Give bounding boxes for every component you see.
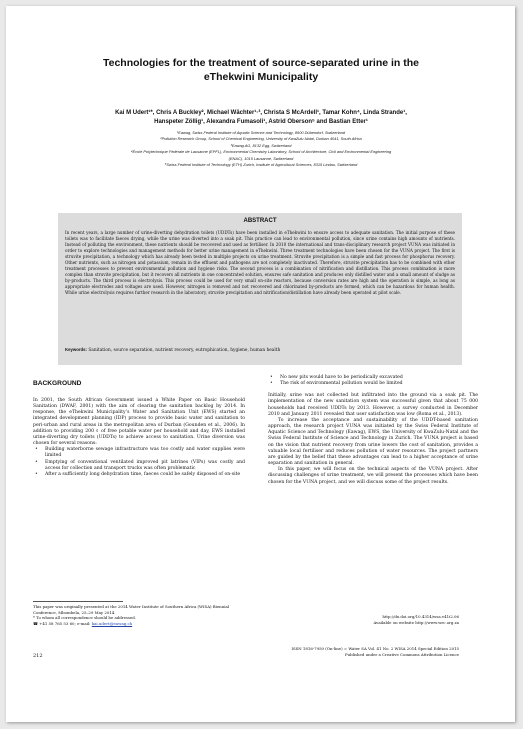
bullet-text: Building waterborne sewage infrastructure was too costly and water supplies were limited <box>45 447 245 459</box>
affiliation-5: ⁵Swiss Federal Institute of Technology (ETH) Zurich, Institute of Agricultural Sciences, 8315 Lindau, Switzerland <box>164 162 358 168</box>
license-line: Published under a Creative Commons Attribution Licence <box>344 651 459 657</box>
footnote-line-1: This paper was originally presented at the 2014 Water Institute of Southern Africa (WISA) Biennial Conference, Mbombela, 25–29 May 2014. <box>33 604 230 615</box>
right-column <box>268 375 478 486</box>
title-line-2: eThekwini Municipality <box>203 71 319 83</box>
footnote-line-2: * To whom all correspondence should be addressed. <box>33 615 136 621</box>
footnote-phone: ☎ +41 58 765 53 60; e-mail: <box>33 621 92 627</box>
abstract-text: In recent years, a large number of urine-diverting dehydration toilets (UDDTs) have been installed in eThekwini to ensure access to adequate sanitation. The initial purpose of these toilets was to facilitate faeces drying, while the urine was diverted into a soak pit. This practice can lead to environmental pollution, since urine contains high amounts of nutrients. Instead of polluting the environment, these nutrients should be recovered and used as fertiliser. In 2010 the international and trans-disciplinary research project VUNA was initiated in order to explore technologies and management methods for better urine management in eThekwini. Three treatment technologies have been chosen for the VUNA project. The first is struvite precipitation, a technology which has already been tested in multiple projects on urine treatment. Struvite precipitation is a simple and fast process for phosphorus recovery. Other nutrients, such as nitrogen and potassium, remain in the effluent and pathogens are not completely inactivated. Therefore, struvite precipitation has to be combined with other treatment processes to prevent environmental pollution and hygiene risks. The second process is a combination of nitrification and distillation. This process combination is more complex than struvite precipitation, but it recovers all nutrients in one concentrated solution, ensures safe sanitation and produces only distilled water and a small amount of sludge as by-products. The third process is electrolysis. This process could be used for very small on-site reactors, because conversion rates are high and the operation is simple, as long as appropriate electrodes and voltages are used. However, nitrogen is removed and not recovered and chlorinated by-products are formed, which can be hazardous for human health. While urine electrolysis requires further research in the laboratory, struvite precipitation and nitrification/distillation have already been operated at pilot scale. <box>65 230 455 295</box>
bullet-text: After a sufficiently long dehydration time, faeces could be safely disposed of on-site <box>45 471 241 477</box>
bullet-item: • The risk of environmental pollution would be limited <box>270 381 403 387</box>
doi-block <box>373 614 459 625</box>
footnote-divider <box>33 601 123 602</box>
keywords-label: Keywords: <box>65 347 87 352</box>
affiliation-4-cont: (ENAC), 1015 Lausanne, Switzerland <box>228 155 294 161</box>
email-link[interactable]: kai.udert@eawag.ch <box>91 621 133 627</box>
bullet-item: • Emptying of conventional ventilated improved pit latrines (VIPs) was costly and access for collection and transport trucks was often problematic <box>35 459 245 471</box>
paper-title <box>46 56 476 84</box>
author-list <box>36 109 486 126</box>
background-paragraph-3: To increase the acceptance and sustainability of the UDDT-based sanitation approach, the research project VUNA was initiated by the Swiss Federal Institute of Aquatic Science and Technology (Eawag), EWS, the University of KwaZulu-Natal and the Swiss Federal Institute of Science and Technology in Zurich. The VUNA project is based on the vision that nutrient recovery from urine lowers the cost of sanitation, provides a valuable local fertiliser and reduces pollution of water resources. The project partners are guided by the belief that these advantages can lead to a higher acceptance of urine separation and sanitation in general. <box>268 417 478 467</box>
doi-link[interactable]: http://dx.doi.org/10.4314/wsa.v41i2.06 <box>382 614 459 619</box>
affiliation-2: ²Pollution Research Group, School of Chemical Engineering, University of KwaZulu-Natal, Durban 4041, South Africa <box>160 136 362 142</box>
background-paragraph-4: In this paper, we will focus on the technical aspects of the VUNA project. After discussing challenges of urine treatment, we will present the processes which have been chosen for the VUNA project, and we will discuss some of the project results. <box>268 467 478 485</box>
footnote-contact <box>33 621 253 627</box>
title-line-1: Technologies for the treatment of source-separated urine in the <box>102 57 420 69</box>
abstract-box <box>58 213 462 365</box>
publication-info <box>291 646 459 657</box>
affiliation-4: ⁴École Polytechnique Fédérale de Lausanne (EPFL), Environmental Chemistry Laboratory, School of Architecture, Civil and Environmental Engineering <box>130 149 392 155</box>
background-paragraph-1: In 2001, the South African Government issued a White Paper on Basic Household Sanitation (DWAF, 2001) with the aim of clearing the sanitation backlog by 2014. In response, the eThekwini Municipality’s Water and Sanitation Unit (EWS) started an integrated development planning (IDP) process to provide basic water and sanitation to peri-urban and rural areas in the metropolitan area of Durban (Gounden et al., 2006). In addition to providing 200 ℓ of free potable water per household and day, EWS installed urine-diverting dry toilets (UDDTs) to achieve access to sanitation. Urine diversion was chosen for several reasons: <box>33 398 245 447</box>
bullet-text: Emptying of conventional ventilated improved pit latrines (VIPs) was costly and access for collection and transport trucks was often problematic <box>45 459 245 471</box>
bullet-text: No new pits would have to be periodically excavated <box>280 375 403 380</box>
background-paragraph-2: Initially, urine was not collected but infiltrated into the ground via a soak pit. The implementation of the new sanitation system was successful given that about 75 000 households had received UDDTs by 2013. However, a survey conducted in December 2010 and January 2011 revealed that user satisfaction was low (Roma et al., 2013). <box>268 393 478 417</box>
authors-line-1: Kai M Udert¹*, Chris A Buckley², Michael Wächter¹·³, Christa S McArdell¹, Tamar Kohn⁴, Linda Strande¹, <box>115 110 407 116</box>
bullet-item: • No new pits would have to be periodically excavated <box>270 375 403 380</box>
authors-line-2: Hanspeter Zöllig¹, Alexandra Fumasoli¹, Astrid Oberson⁵ and Bastian Etter¹ <box>154 118 368 125</box>
affiliations <box>26 130 496 168</box>
section-heading-background: BACKGROUND <box>33 380 82 387</box>
left-column <box>33 398 245 478</box>
issn-line: ISSN 1816-7950 (On-line) = Water SA Vol. 41 No. 2 WISA 2014 Special Edition 2015 <box>291 646 459 651</box>
footnote <box>33 604 253 627</box>
bullet-item: • Building waterborne sewage infrastructure was too costly and water supplies were limited <box>35 447 245 459</box>
website-text: Available on website http://www.wrc.org.za <box>373 619 459 625</box>
bullet-text: The risk of environmental pollution would be limited <box>280 381 403 387</box>
bullet-item: • After a sufficiently long dehydration time, faeces could be safely disposed of on-site <box>35 471 241 477</box>
keywords <box>65 347 455 354</box>
affiliation-3: ³Eawag AG, 8132 Egg, Switzerland <box>230 142 292 148</box>
abstract-heading: ABSTRACT <box>243 218 277 224</box>
keywords-list: Sanitation, source separation, nutrient recovery, eutrophication, hygiene, human health <box>88 348 281 353</box>
page-number: 212 <box>33 653 43 659</box>
affiliation-1: ¹Eawag, Swiss Federal Institute of Aquatic Science and Technology, 8600 Dübendorf, Switzerland <box>176 130 346 135</box>
paper-page <box>6 6 515 722</box>
